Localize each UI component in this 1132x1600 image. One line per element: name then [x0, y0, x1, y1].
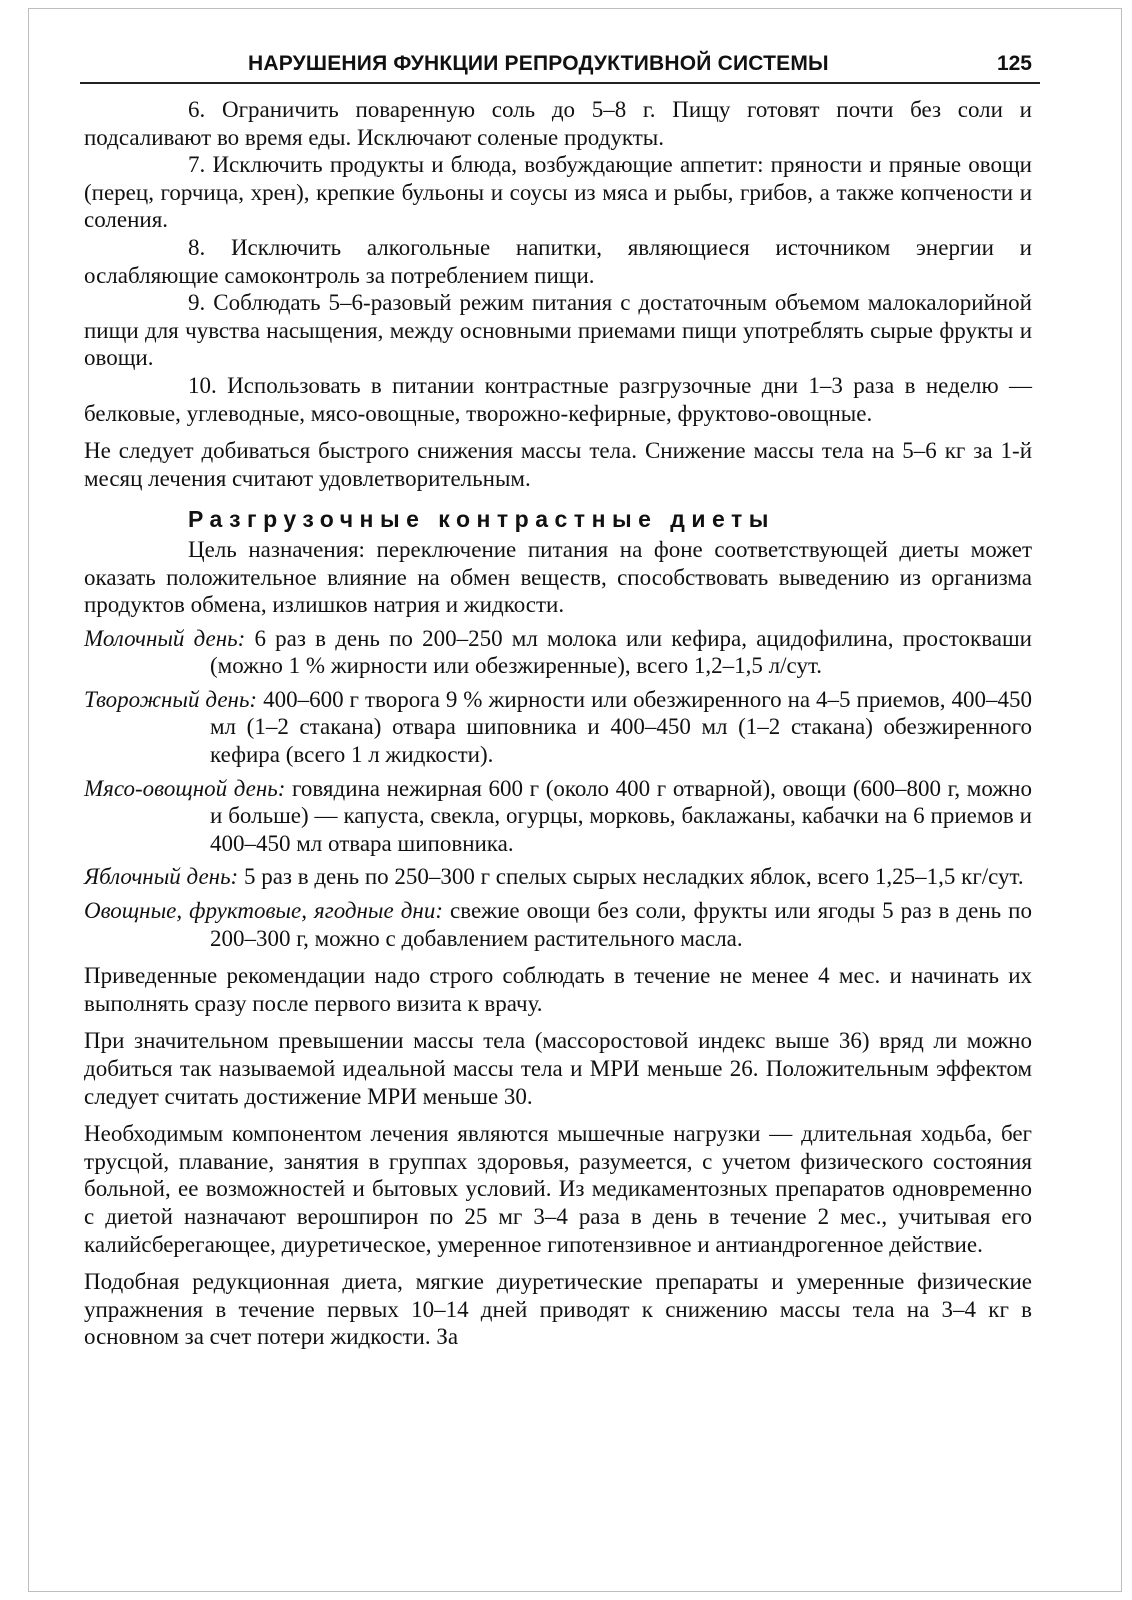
diet-item-milk — [84, 625, 1032, 680]
diet-text: 5 раз в день по 250–300 г спелых сырых несладких яблок, всего 1,25–1,5 кг/сут. — [238, 864, 1024, 890]
diet-item-curd — [84, 686, 1032, 769]
diet-item-meat-vegetable — [84, 775, 1032, 858]
diet-item-apple — [84, 863, 1032, 891]
page-body — [84, 96, 1032, 1351]
diet-text: 400–600 г творога 9 % жирности или обезжиренного на 4–5 приемов, 400–450 мл (1–2 стакана) отвара шиповника и 400–450 мл (1–2 стакана) обезжиренного кефира (всего 1 л жидкости). — [210, 686, 1033, 768]
diet-text: говядина нежирная 600 г (около 400 г отварной), овощи (600–800 г, можно и больше) — капуста, свекла, огурцы, морковь, баклажаны, кабачки на 6 приемов и 400–450 мл отвара шиповника. — [210, 775, 1032, 856]
diet-name: Мясо-овощной день: — [84, 775, 286, 801]
rule-6: 6. Ограничить поваренную соль до 5–8 г. Пищу готовят почти без соли и подсаливают во время еды. Исключают соленые продукты. — [84, 97, 1032, 150]
rule-8: 8. Исключить алкогольные напитки, являющиеся источником энергии и ослабляющие самоконтроль за потреблением пищи. — [84, 234, 1032, 288]
closing-paragraph-2: При значительном превышении массы тела (массоростовой индекс выше 36) вряд ли можно добиться так называемой идеальной массы тела и МРИ меньше 26. Положительным эффектом следует считать достижение МРИ меньше 30. — [84, 1028, 1032, 1109]
running-header — [80, 52, 1040, 84]
diet-name: Творожный день: — [84, 686, 258, 712]
diet-name: Молочный день: — [84, 625, 246, 651]
closing-paragraph-3: Необходимым компонентом лечения являются мышечные нагрузки — длительная ходьба, бег трусцой, плавание, занятия в группах здоровья, разумеется, с учетом физического состояния больной, ее возможностей и бытовых условий. Из медикаментозных препаратов одновременно с диетой назначают верошпирон по 25 мг 3–4 раза в день в течение 2 мес., учитывая его калийсберегающее, диуретическое, умеренное гипотензивное и антиандрогенное действие. — [84, 1121, 1032, 1257]
diet-text: 6 раз в день по 200–250 мл молока или кефира, ацидофилина, простокваши (можно 1 % жирности или обезжиренные), всего 1,2–1,5 л/сут. — [210, 625, 1032, 679]
section-heading: Разгрузочные контрастные диеты — [188, 506, 775, 533]
diet-text: свежие овощи без соли, фрукты или ягоды 5 раз в день по 200–300 г, можно с добавлением растительного масла. — [210, 898, 1032, 951]
closing-paragraph-4: Подобная редукционная диета, мягкие диуретические препараты и умеренные физические упражнения в течение первых 10–14 дней приводят к снижению массы тела на 3–4 кг в основном за счет потери жидкости. За — [84, 1269, 1032, 1350]
rule-7: 7. Исключить продукты и блюда, возбуждающие аппетит: пряности и пряные овощи (перец, горчица, хрен), крепкие бульоны и соусы из мяса и рыбы, грибов, а также копчености и соления. — [84, 152, 1032, 233]
rule-10: 10. Использовать в питании контрастные разгрузочные дни 1–3 раза в неделю — белковые, углеводные, мясо-овощные, творожно-кефирные, фруктово-овощные. — [84, 372, 1032, 426]
diet-name: Яблочный день: — [84, 864, 239, 890]
closing-paragraph-1: Приведенные рекомендации надо строго соблюдать в течение не менее 4 мес. и начинать их выполнять сразу после первого визита к врачу. — [84, 963, 1032, 1016]
diet-item-vegetable-fruit-berry — [84, 897, 1032, 952]
page-number: 125 — [996, 52, 1032, 75]
rule-9: 9. Соблюдать 5–6-разовый режим питания с достаточным объемом малокалорийной пищи для чувства насыщения, между основными приемами пищи употреблять сырые фрукты и овощи. — [84, 290, 1032, 371]
chapter-title: НАРУШЕНИЯ ФУНКЦИИ РЕПРОДУКТИВНОЙ СИСТЕМЫ — [248, 52, 829, 75]
section-intro: Цель назначения: переключение питания на фоне соответствующей диеты может оказать положительное влияние на обмен веществ, способствовать выведению из организма продуктов обмена, излишков натрия и жидкости. — [84, 536, 1032, 618]
diet-name: Овощные, фруктовые, ягодные дни: — [84, 898, 443, 924]
weight-loss-note: Не следует добиваться быстрого снижения массы тела. Снижение массы тела на 5–6 кг за 1-й месяц лечения считают удовлетворительным. — [84, 438, 1032, 491]
